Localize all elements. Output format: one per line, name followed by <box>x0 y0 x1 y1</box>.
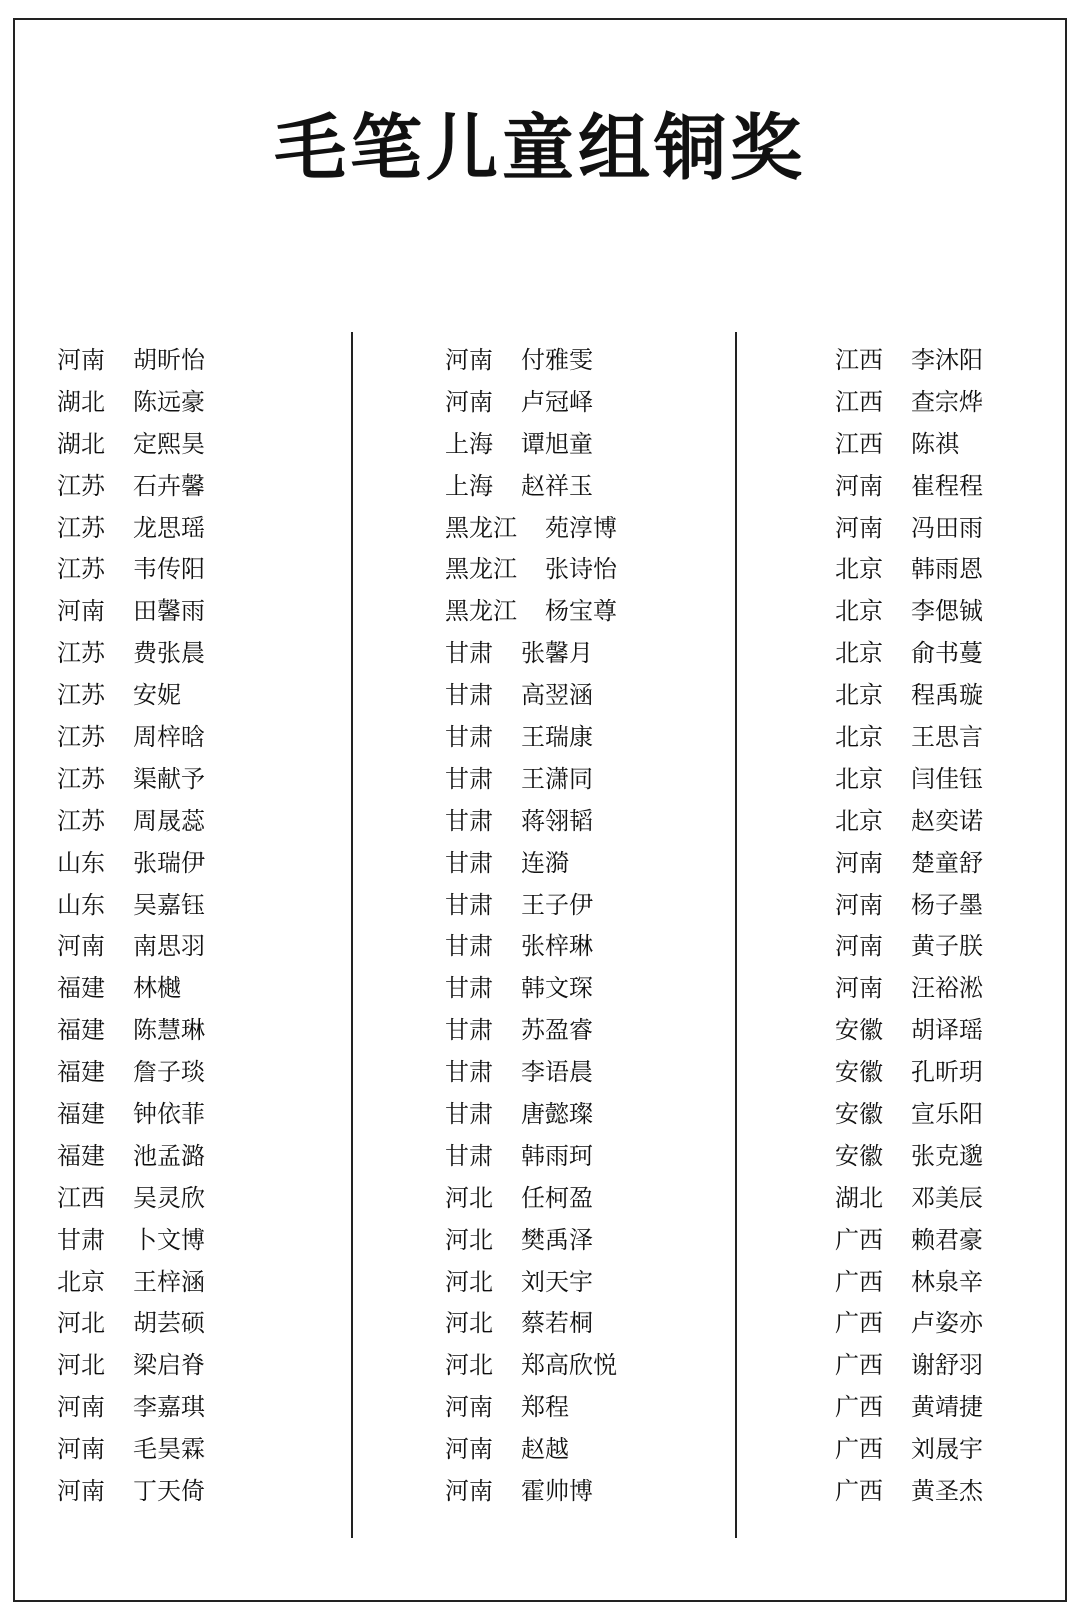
province-label: 福建 <box>57 1100 105 1129</box>
province-label: 河南 <box>445 1477 493 1506</box>
province-label: 广西 <box>835 1393 883 1422</box>
winner-entry <box>57 843 205 885</box>
winner-name: 李嘉琪 <box>133 1393 205 1422</box>
province-label: 广西 <box>835 1267 883 1296</box>
winner-entry <box>445 1303 617 1345</box>
winner-entry <box>445 675 617 717</box>
province-label: 河南 <box>835 848 883 877</box>
winner-entry <box>835 549 983 591</box>
province-label: 江西 <box>835 387 883 416</box>
winner-name: 连漪 <box>521 848 569 877</box>
winner-name: 王瑞康 <box>521 723 593 752</box>
winner-entry <box>57 1220 205 1262</box>
winner-entry <box>57 926 205 968</box>
province-label: 北京 <box>835 764 883 793</box>
winner-name: 苏盈睿 <box>521 1016 593 1045</box>
winner-entry <box>835 1220 983 1262</box>
winner-entry <box>445 1052 617 1094</box>
winner-name: 石卉馨 <box>133 471 205 500</box>
province-label: 甘肃 <box>57 1225 105 1254</box>
winner-entry <box>835 968 983 1010</box>
province-label: 湖北 <box>57 429 105 458</box>
winner-name: 唐懿璨 <box>521 1100 593 1129</box>
winner-entry <box>835 1429 983 1471</box>
winner-entry <box>445 340 617 382</box>
winner-name: 谢舒羽 <box>911 1351 983 1380</box>
province-label: 安徽 <box>835 1016 883 1045</box>
winner-name: 樊禹泽 <box>521 1225 593 1254</box>
winner-entry <box>445 1136 617 1178</box>
winner-entry <box>445 1262 617 1304</box>
province-label: 北京 <box>835 639 883 668</box>
province-label: 河北 <box>445 1225 493 1254</box>
winner-entry <box>445 1010 617 1052</box>
winner-name: 胡昕怡 <box>133 346 205 374</box>
winner-name: 赵奕诺 <box>911 806 983 835</box>
winner-entry <box>835 382 983 424</box>
winner-name: 丁天倚 <box>133 1477 205 1506</box>
province-label: 甘肃 <box>445 1141 493 1170</box>
winner-entry <box>445 1387 617 1429</box>
winner-entry <box>57 1345 205 1387</box>
winner-name: 韩文琛 <box>521 974 593 1003</box>
winner-name: 张克邈 <box>911 1141 983 1170</box>
winner-entry <box>835 1052 983 1094</box>
winner-column-3 <box>835 340 983 1513</box>
winner-entry <box>835 885 983 927</box>
winner-entry <box>835 466 983 508</box>
winner-entry <box>835 1345 983 1387</box>
winner-entry <box>445 843 617 885</box>
province-label: 甘肃 <box>445 974 493 1003</box>
winner-name: 卢姿亦 <box>911 1309 983 1338</box>
winner-entry <box>445 968 617 1010</box>
winner-name: 刘晟宇 <box>911 1435 983 1464</box>
winner-name: 程禹璇 <box>911 681 983 710</box>
winner-name: 李语晨 <box>521 1058 593 1087</box>
province-label: 甘肃 <box>445 639 493 668</box>
province-label: 河北 <box>57 1309 105 1338</box>
province-label: 江苏 <box>57 471 105 500</box>
province-label: 福建 <box>57 974 105 1003</box>
winner-entry <box>445 1178 617 1220</box>
winner-entry <box>835 1094 983 1136</box>
winner-entry <box>835 1303 983 1345</box>
winner-name: 赵越 <box>521 1435 569 1464</box>
winner-entry <box>57 1303 205 1345</box>
winner-entry <box>445 926 617 968</box>
winner-entry <box>835 801 983 843</box>
province-label: 北京 <box>835 555 883 584</box>
winner-name: 钟依菲 <box>133 1100 205 1129</box>
winner-name: 胡芸硕 <box>133 1309 205 1338</box>
winner-entry <box>835 759 983 801</box>
winner-entry <box>835 675 983 717</box>
province-label: 甘肃 <box>445 932 493 961</box>
winner-entry <box>445 508 617 550</box>
winner-entry <box>445 633 617 675</box>
province-label: 河南 <box>57 597 105 626</box>
winner-name: 王潇同 <box>521 764 593 793</box>
province-label: 江西 <box>835 429 883 458</box>
province-label: 甘肃 <box>445 723 493 752</box>
winner-name: 定熙昊 <box>133 429 205 458</box>
winner-name: 毛昊霖 <box>133 1435 205 1464</box>
winner-name: 南思羽 <box>133 932 205 961</box>
province-label: 山东 <box>57 890 105 919</box>
winner-entry <box>835 843 983 885</box>
winner-entry <box>835 717 983 759</box>
winner-name: 张馨月 <box>521 639 593 668</box>
winner-name: 冯田雨 <box>911 513 983 542</box>
winner-entry <box>57 1094 205 1136</box>
winner-name: 闫佳钰 <box>911 764 983 793</box>
province-label: 河南 <box>445 1393 493 1422</box>
winner-entry <box>57 675 205 717</box>
winner-name: 任柯盈 <box>521 1183 593 1212</box>
province-label: 河北 <box>445 1351 493 1380</box>
province-label: 甘肃 <box>445 848 493 877</box>
province-label: 甘肃 <box>445 1058 493 1087</box>
province-label: 甘肃 <box>445 764 493 793</box>
province-label: 河北 <box>445 1267 493 1296</box>
winner-entry <box>57 1178 205 1220</box>
province-label: 湖北 <box>57 387 105 416</box>
province-label: 河南 <box>445 346 493 374</box>
winner-name: 孔昕玥 <box>911 1058 983 1087</box>
province-label: 江苏 <box>57 639 105 668</box>
winner-entry <box>57 424 205 466</box>
winner-name: 刘天宇 <box>521 1267 593 1296</box>
province-label: 甘肃 <box>445 890 493 919</box>
winner-name: 梁启脊 <box>133 1351 205 1380</box>
winner-name: 吴嘉钰 <box>133 890 205 919</box>
winner-name: 付雅雯 <box>521 346 593 374</box>
winner-entry <box>835 591 983 633</box>
winner-name: 黄靖捷 <box>911 1393 983 1422</box>
winner-name: 张梓琳 <box>521 932 593 961</box>
winner-column-2 <box>445 340 617 1513</box>
province-label: 北京 <box>57 1267 105 1296</box>
winner-entry <box>835 1178 983 1220</box>
province-label: 河南 <box>835 890 883 919</box>
winner-name: 费张晨 <box>133 639 205 668</box>
winner-name: 陈远豪 <box>133 387 205 416</box>
winner-name: 黄子朕 <box>911 932 983 961</box>
winner-name: 李偲铖 <box>911 597 983 626</box>
province-label: 河南 <box>835 513 883 542</box>
winner-entry <box>835 1471 983 1513</box>
winner-name: 田馨雨 <box>133 597 205 626</box>
winner-entry <box>445 1471 617 1513</box>
province-label: 江苏 <box>57 764 105 793</box>
winner-name: 查宗烨 <box>911 387 983 416</box>
winner-entry <box>445 1429 617 1471</box>
province-label: 上海 <box>445 471 493 500</box>
winner-name: 苑淳博 <box>545 513 617 542</box>
winner-entry <box>835 1136 983 1178</box>
winner-entry <box>57 340 205 382</box>
province-label: 广西 <box>835 1351 883 1380</box>
winner-name: 安妮 <box>133 681 181 710</box>
winner-entry <box>835 340 983 382</box>
winner-entry <box>57 801 205 843</box>
winner-name: 陈祺 <box>911 429 959 458</box>
winner-entry <box>835 633 983 675</box>
winner-column-1 <box>57 340 205 1513</box>
winner-name: 俞书蔓 <box>911 639 983 668</box>
winner-name: 赖君豪 <box>911 1225 983 1254</box>
winner-name: 赵祥玉 <box>521 471 593 500</box>
winner-entry <box>835 508 983 550</box>
winner-name: 黄圣杰 <box>911 1477 983 1506</box>
province-label: 广西 <box>835 1225 883 1254</box>
winner-name: 林泉辛 <box>911 1267 983 1296</box>
province-label: 河南 <box>835 471 883 500</box>
winner-name: 崔程程 <box>911 471 983 500</box>
winner-name: 韩雨珂 <box>521 1141 593 1170</box>
province-label: 甘肃 <box>445 681 493 710</box>
column-divider-1 <box>351 332 353 1538</box>
winner-entry <box>445 591 617 633</box>
province-label: 河南 <box>57 346 105 374</box>
winner-entry <box>57 885 205 927</box>
winner-name: 池孟潞 <box>133 1141 205 1170</box>
winner-entry <box>57 633 205 675</box>
winner-name: 龙思瑶 <box>133 513 205 542</box>
winner-name: 吴灵欣 <box>133 1183 205 1212</box>
winner-name: 卢冠峄 <box>521 387 593 416</box>
winner-entry <box>57 466 205 508</box>
winner-name: 杨宝尊 <box>545 597 617 626</box>
province-label: 安徽 <box>835 1100 883 1129</box>
province-label: 河南 <box>57 1477 105 1506</box>
winner-name: 蔡若桐 <box>521 1309 593 1338</box>
province-label: 安徽 <box>835 1058 883 1087</box>
province-label: 福建 <box>57 1058 105 1087</box>
winner-entry <box>835 1262 983 1304</box>
province-label: 甘肃 <box>445 1100 493 1129</box>
province-label: 河南 <box>835 932 883 961</box>
winner-name: 韦传阳 <box>133 555 205 584</box>
province-label: 福建 <box>57 1141 105 1170</box>
winner-entry <box>835 926 983 968</box>
winner-entry <box>57 508 205 550</box>
province-label: 北京 <box>835 597 883 626</box>
winner-name: 郑程 <box>521 1393 569 1422</box>
province-label: 甘肃 <box>445 806 493 835</box>
province-label: 山东 <box>57 848 105 877</box>
province-label: 黑龙江 <box>445 555 517 584</box>
province-label: 河南 <box>445 1435 493 1464</box>
province-label: 安徽 <box>835 1141 883 1170</box>
winner-name: 王子伊 <box>521 890 593 919</box>
winner-entry <box>445 466 617 508</box>
winner-name: 张诗怡 <box>545 555 617 584</box>
province-label: 黑龙江 <box>445 597 517 626</box>
winner-entry <box>835 1387 983 1429</box>
winner-entry <box>57 382 205 424</box>
province-label: 北京 <box>835 681 883 710</box>
province-label: 广西 <box>835 1435 883 1464</box>
winner-name: 韩雨恩 <box>911 555 983 584</box>
winner-entry <box>835 1010 983 1052</box>
province-label: 广西 <box>835 1477 883 1506</box>
winner-entry <box>445 549 617 591</box>
winner-entry <box>57 968 205 1010</box>
winner-entry <box>57 1262 205 1304</box>
page-title: 毛笔儿童组铜奖 <box>273 106 806 190</box>
winner-name: 汪裕淞 <box>911 974 983 1003</box>
winner-entry <box>57 591 205 633</box>
winner-entry <box>445 382 617 424</box>
winner-name: 卜文博 <box>133 1225 205 1254</box>
province-label: 河南 <box>57 1435 105 1464</box>
province-label: 河南 <box>835 974 883 1003</box>
province-label: 福建 <box>57 1016 105 1045</box>
province-label: 河南 <box>57 932 105 961</box>
province-label: 江苏 <box>57 806 105 835</box>
winner-entry <box>57 717 205 759</box>
province-label: 甘肃 <box>445 1016 493 1045</box>
winner-name: 王梓涵 <box>133 1267 205 1296</box>
winner-entry <box>57 759 205 801</box>
winner-name: 陈慧琳 <box>133 1016 205 1045</box>
winner-entry <box>57 1136 205 1178</box>
winner-name: 邓美辰 <box>911 1183 983 1212</box>
winner-entry <box>57 1429 205 1471</box>
winner-entry <box>57 1052 205 1094</box>
winner-entry <box>445 1094 617 1136</box>
winner-name: 詹子琰 <box>133 1058 205 1087</box>
winner-name: 周晟蕊 <box>133 806 205 835</box>
winner-name: 高翌涵 <box>521 681 593 710</box>
province-label: 江苏 <box>57 555 105 584</box>
winner-name: 王思言 <box>911 723 983 752</box>
winner-name: 李沐阳 <box>911 346 983 374</box>
winner-name: 霍帅博 <box>521 1477 593 1506</box>
winner-entry <box>57 1387 205 1429</box>
winner-name: 张瑞伊 <box>133 848 205 877</box>
winner-name: 渠献予 <box>133 764 205 793</box>
province-label: 北京 <box>835 723 883 752</box>
winner-entry <box>57 1471 205 1513</box>
province-label: 河南 <box>445 387 493 416</box>
winner-entry <box>445 1220 617 1262</box>
winner-entry <box>445 1345 617 1387</box>
winner-entry <box>445 885 617 927</box>
winner-name: 宣乐阳 <box>911 1100 983 1129</box>
province-label: 河南 <box>57 1393 105 1422</box>
winner-entry <box>445 717 617 759</box>
winner-name: 谭旭童 <box>521 429 593 458</box>
province-label: 河北 <box>445 1183 493 1212</box>
winner-name: 蒋翎韬 <box>521 806 593 835</box>
winner-name: 周梓晗 <box>133 723 205 752</box>
winner-entry <box>445 424 617 466</box>
winner-entry <box>445 759 617 801</box>
province-label: 江西 <box>57 1183 105 1212</box>
winner-entry <box>57 1010 205 1052</box>
winner-name: 郑高欣悦 <box>521 1351 617 1380</box>
province-label: 黑龙江 <box>445 513 517 542</box>
winner-name: 杨子墨 <box>911 890 983 919</box>
winner-entry <box>445 801 617 843</box>
province-label: 上海 <box>445 429 493 458</box>
winner-name: 胡译瑶 <box>911 1016 983 1045</box>
province-label: 江苏 <box>57 513 105 542</box>
winner-entry <box>57 549 205 591</box>
province-label: 河北 <box>445 1309 493 1338</box>
province-label: 湖北 <box>835 1183 883 1212</box>
province-label: 北京 <box>835 806 883 835</box>
province-label: 江苏 <box>57 681 105 710</box>
province-label: 江苏 <box>57 723 105 752</box>
column-divider-2 <box>735 332 737 1538</box>
winner-name: 林樾 <box>133 974 181 1003</box>
province-label: 广西 <box>835 1309 883 1338</box>
province-label: 江西 <box>835 346 883 374</box>
winner-name: 楚童舒 <box>911 848 983 877</box>
province-label: 河北 <box>57 1351 105 1380</box>
winner-entry <box>835 424 983 466</box>
